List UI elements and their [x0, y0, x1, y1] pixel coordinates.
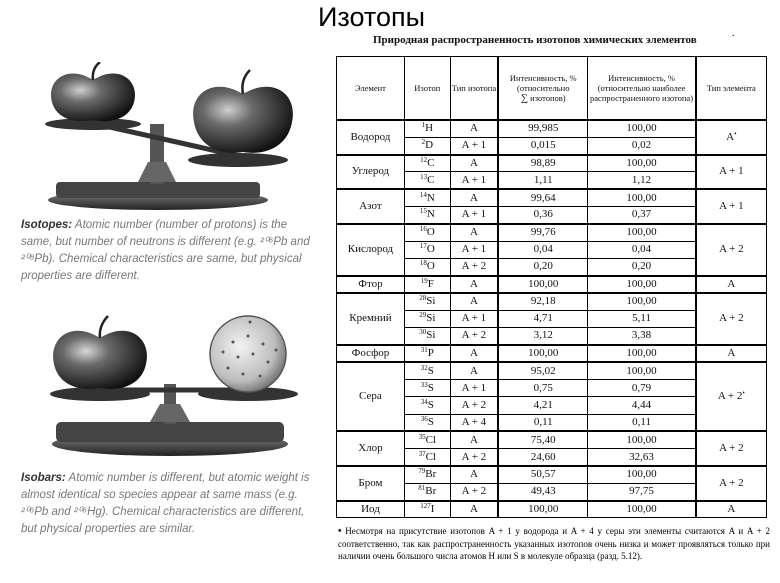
table-row — [337, 293, 767, 310]
intensity-sum-cell: 0,36 — [498, 206, 588, 223]
element-type-cell — [696, 293, 767, 345]
intensity-max-cell: 100,00 — [588, 155, 696, 172]
apple-left-icon — [51, 62, 135, 121]
element-type-cell — [696, 224, 767, 276]
intensity-sum-cell: 3,12 — [498, 328, 588, 345]
isotope-symbol: Si — [426, 295, 436, 308]
isotope-symbol: H — [425, 122, 434, 135]
isotope-symbol: O — [426, 243, 435, 256]
isotope-cell — [404, 501, 450, 518]
mass-number: 32 — [420, 363, 428, 372]
isotope-symbol: S — [427, 381, 434, 394]
isotope-symbol: Br — [425, 485, 437, 498]
isotope-cell — [404, 155, 450, 172]
left-pan — [50, 387, 150, 401]
intensity-max-cell: 0,04 — [588, 241, 696, 258]
isotope-symbol: Si — [426, 329, 436, 342]
isotope-type-cell: A + 1 — [450, 172, 498, 189]
isotope-type-cell: A — [450, 345, 498, 362]
element-type-value: A — [727, 502, 736, 515]
isotope-type-cell: A — [450, 224, 498, 241]
isobars-scale-illustration — [38, 312, 303, 462]
intensity-max-cell: 100,00 — [588, 293, 696, 310]
intensity-max-cell: 0,11 — [588, 414, 696, 431]
header-intensity-sum-b: изотопов) — [530, 92, 566, 103]
intensity-sum-cell: 49,43 — [498, 483, 588, 500]
isotope-symbol: Br — [425, 468, 437, 481]
isotope-abundance-table — [336, 56, 767, 518]
mass-number: 1 — [421, 121, 426, 130]
mass-number: 12 — [420, 155, 428, 164]
mass-number: 13 — [420, 172, 428, 181]
intensity-max-cell: 0,37 — [588, 206, 696, 223]
element-type-value: A + 2 — [719, 243, 744, 256]
intensity-max-cell: 100,00 — [588, 276, 696, 293]
isotopes-term: Isotopes: — [21, 219, 73, 231]
table-row — [337, 189, 767, 206]
isotope-cell — [404, 137, 450, 154]
isotope-cell — [404, 241, 450, 258]
isotope-symbol: C — [427, 173, 435, 186]
element-type-cell — [696, 120, 767, 155]
element-type-value: A + 1 — [719, 199, 744, 212]
isotope-symbol: Cl — [425, 450, 436, 463]
mass-number: 14 — [419, 190, 427, 199]
isotope-symbol: O — [426, 226, 435, 239]
isotope-type-cell: A + 2 — [450, 328, 498, 345]
isotope-symbol: I — [430, 502, 435, 515]
header-intensity-sum-a: Интенсивность, % (относительно — [509, 72, 577, 93]
element-cell: Бром — [337, 466, 405, 501]
header-element: Элемент — [337, 57, 405, 121]
isotope-symbol: Cl — [425, 433, 436, 446]
isotope-symbol: S — [427, 415, 434, 428]
isotope-type-cell: A + 1 — [450, 206, 498, 223]
intensity-max-cell: 100,00 — [588, 501, 696, 518]
mass-number: 33 — [420, 380, 428, 389]
element-type-mark: • — [742, 389, 745, 398]
isotope-symbol: O — [426, 260, 435, 273]
intensity-sum-cell: 75,40 — [498, 431, 588, 448]
intensity-max-cell: 32,63 — [588, 449, 696, 466]
table-caption: Природная распространенность изотопов химических элементов — [373, 34, 697, 46]
mass-number: 34 — [420, 397, 428, 406]
intensity-max-cell: 100,00 — [588, 189, 696, 206]
element-type-value: A + 2 — [719, 312, 744, 325]
isotope-symbol: C — [427, 156, 435, 169]
element-cell: Фосфор — [337, 345, 405, 362]
isotopes-scale-illustration — [38, 62, 303, 212]
element-type-cell — [696, 466, 767, 501]
intensity-sum-cell: 92,18 — [498, 293, 588, 310]
isotope-type-cell: A + 2 — [450, 449, 498, 466]
mass-number: 81 — [418, 484, 426, 493]
mass-number: 35 — [418, 432, 426, 441]
header-element-type: Тип элемента — [696, 57, 767, 121]
isotope-type-cell: A — [450, 293, 498, 310]
isotope-symbol: S — [427, 398, 434, 411]
intensity-sum-cell: 99,64 — [498, 189, 588, 206]
isotope-type-cell: A — [450, 189, 498, 206]
isotope-cell — [404, 276, 450, 293]
mass-number: 79 — [418, 467, 426, 476]
isotopes-description — [21, 217, 321, 285]
isotope-type-cell: A — [450, 466, 498, 483]
isotope-cell — [404, 345, 450, 362]
isotope-type-cell: A — [450, 362, 498, 379]
isotope-cell — [404, 449, 450, 466]
footnote — [338, 525, 770, 562]
table-header-row — [337, 57, 767, 121]
mass-number: 30 — [419, 328, 427, 337]
intensity-sum-cell: 99,985 — [498, 120, 588, 137]
intensity-sum-cell: 100,00 — [498, 276, 588, 293]
intensity-max-cell: 100,00 — [588, 224, 696, 241]
isotope-cell — [404, 258, 450, 275]
mass-number: 17 — [419, 242, 427, 251]
intensity-max-cell: 1,12 — [588, 172, 696, 189]
intensity-max-cell: 100,00 — [588, 466, 696, 483]
intensity-sum-cell: 0,11 — [498, 414, 588, 431]
intensity-max-cell: 5,11 — [588, 310, 696, 327]
table-row — [337, 345, 767, 362]
isotope-type-cell: A — [450, 431, 498, 448]
isotope-type-cell: A + 1 — [450, 310, 498, 327]
element-type-cell — [696, 189, 767, 224]
isotope-type-cell: A + 1 — [450, 241, 498, 258]
element-type-value: A + 2 — [719, 442, 744, 455]
isotope-type-cell: A — [450, 155, 498, 172]
isotope-cell — [404, 310, 450, 327]
footnote-text: Несмотря на присутствие изотопов A + 1 у водорода и A + 4 у серы эти элементы считаются A и A + 2 соответственно, так как распространенность указанных изотопов очень низка и может проявляться только при наличии очень большого числа атомов H или S в молекуле образца (разд. 5.12). — [338, 526, 770, 561]
isotope-type-cell: A + 2 — [450, 483, 498, 500]
right-pan — [188, 153, 288, 167]
isotope-cell — [404, 293, 450, 310]
mass-number: 36 — [420, 414, 428, 423]
intensity-max-cell: 97,75 — [588, 483, 696, 500]
element-cell: Кислород — [337, 224, 405, 276]
element-cell: Водород — [337, 120, 405, 155]
header-isotope: Изотоп — [404, 57, 450, 121]
table-row — [337, 120, 767, 137]
orange-icon — [210, 316, 286, 392]
isotope-symbol: N — [426, 208, 435, 221]
intensity-sum-cell: 4,71 — [498, 310, 588, 327]
table-row — [337, 362, 767, 379]
apple-icon — [53, 316, 147, 389]
header-isotope-type: Тип изотопа — [450, 57, 498, 121]
page-title: Изотопы — [318, 2, 426, 32]
table-row — [337, 276, 767, 293]
isotope-type-cell: A + 2 — [450, 397, 498, 414]
isotope-type-cell: A — [450, 120, 498, 137]
element-type-value: A + 2 — [719, 476, 744, 489]
apple-right-icon — [193, 70, 293, 153]
isotope-cell — [404, 206, 450, 223]
element-type-value: A + 1 — [719, 165, 744, 178]
isotope-cell — [404, 431, 450, 448]
isotope-cell — [404, 189, 450, 206]
intensity-sum-cell: 99,76 — [498, 224, 588, 241]
mass-number: 2 — [421, 138, 426, 147]
isobars-body: Atomic number is different, but atomic weight is almost identical so species appear at same mass (e.g. ²⁰⁶Pb and ²⁰⁶Hg). Chemical characteristics are different, but physical properties are similar. — [21, 472, 310, 535]
isotope-cell — [404, 397, 450, 414]
isobars-description — [21, 470, 321, 538]
caption-mark: . — [732, 28, 735, 39]
isotope-type-cell: A — [450, 276, 498, 293]
intensity-sum-cell: 0,75 — [498, 379, 588, 396]
intensity-max-cell: 0,20 — [588, 258, 696, 275]
table-row — [337, 501, 767, 518]
header-intensity-sum — [498, 57, 588, 121]
table-row — [337, 155, 767, 172]
mass-number: 127 — [420, 501, 431, 510]
intensity-sum-cell: 50,57 — [498, 466, 588, 483]
element-type-cell — [696, 155, 767, 190]
intensity-sum-cell: 100,00 — [498, 345, 588, 362]
element-cell: Сера — [337, 362, 405, 431]
element-type-cell — [696, 276, 767, 293]
footnote-mark: • — [338, 526, 342, 537]
isotope-symbol: D — [425, 139, 434, 152]
isotope-type-cell: A + 1 — [450, 137, 498, 154]
element-type-value: A — [727, 347, 736, 359]
element-cell: Азот — [337, 189, 405, 224]
intensity-max-cell: 0,02 — [588, 137, 696, 154]
intensity-max-cell: 4,44 — [588, 397, 696, 414]
table-row — [337, 466, 767, 483]
intensity-sum-cell: 98,89 — [498, 155, 588, 172]
intensity-sum-cell: 95,02 — [498, 362, 588, 379]
element-cell: Фтор — [337, 276, 405, 293]
isotope-cell — [404, 328, 450, 345]
mass-number: 29 — [419, 311, 427, 320]
intensity-max-cell: 100,00 — [588, 120, 696, 137]
isotope-type-cell: A + 1 — [450, 379, 498, 396]
intensity-sum-cell: 24,60 — [498, 449, 588, 466]
isobars-term: Isobars: — [21, 472, 66, 484]
intensity-max-cell: 100,00 — [588, 362, 696, 379]
isotope-cell — [404, 379, 450, 396]
isotope-type-cell: A + 4 — [450, 414, 498, 431]
element-type-mark: • — [734, 129, 737, 138]
isotope-cell — [404, 414, 450, 431]
intensity-sum-cell: 0,015 — [498, 137, 588, 154]
isotopes-body: Atomic number (number of protons) is the same, but number of neutrons is different (e.g. ²⁰⁶Pb and ²⁰⁸Pb). Chemical characteristics are same, but physical properties are different. — [21, 219, 310, 282]
element-cell: Кремний — [337, 293, 405, 345]
element-type-cell — [696, 362, 767, 431]
element-cell: Иод — [337, 501, 405, 518]
mass-number: 31 — [420, 346, 428, 354]
sum-symbol: ∑ — [520, 92, 529, 104]
isotope-symbol: S — [427, 364, 434, 377]
isotope-symbol: Si — [426, 312, 436, 325]
intensity-max-cell: 100,00 — [588, 431, 696, 448]
element-type-value: A — [726, 130, 735, 143]
mass-number: 37 — [418, 449, 426, 458]
isotope-cell — [404, 120, 450, 137]
mass-number: 18 — [419, 259, 427, 268]
isotope-type-cell: A — [450, 501, 498, 518]
table-row — [337, 431, 767, 448]
isotope-cell — [404, 362, 450, 379]
isotope-type-cell: A + 2 — [450, 258, 498, 275]
intensity-sum-cell: 4,21 — [498, 397, 588, 414]
intensity-max-cell: 100,00 — [588, 345, 696, 362]
isotope-cell — [404, 224, 450, 241]
header-intensity-max: Интенсивность, % (относительно наиболее распространенного изотопа) — [588, 57, 696, 121]
isotope-cell — [404, 172, 450, 189]
intensity-sum-cell: 0,20 — [498, 258, 588, 275]
mass-number: 15 — [419, 207, 427, 216]
intensity-sum-cell: 100,00 — [498, 501, 588, 518]
mass-number: 16 — [419, 225, 427, 234]
element-type-cell — [696, 501, 767, 518]
table-row — [337, 224, 767, 241]
intensity-max-cell: 3,38 — [588, 328, 696, 345]
isotope-cell — [404, 483, 450, 500]
isotope-symbol: F — [427, 277, 434, 290]
intensity-sum-cell: 1,11 — [498, 172, 588, 189]
element-type-cell — [696, 431, 767, 466]
element-type-cell — [696, 345, 767, 362]
element-cell: Хлор — [337, 431, 405, 466]
element-type-value: A + 2 — [717, 390, 743, 403]
intensity-max-cell: 0,79 — [588, 379, 696, 396]
mass-number: 19 — [420, 276, 428, 285]
isotope-symbol: N — [426, 191, 435, 204]
intensity-sum-cell: 0,04 — [498, 241, 588, 258]
isotope-cell — [404, 466, 450, 483]
mass-number: 28 — [419, 294, 427, 303]
element-type-value: A — [727, 277, 736, 290]
isotope-symbol: P — [427, 347, 434, 359]
element-cell: Углерод — [337, 155, 405, 190]
